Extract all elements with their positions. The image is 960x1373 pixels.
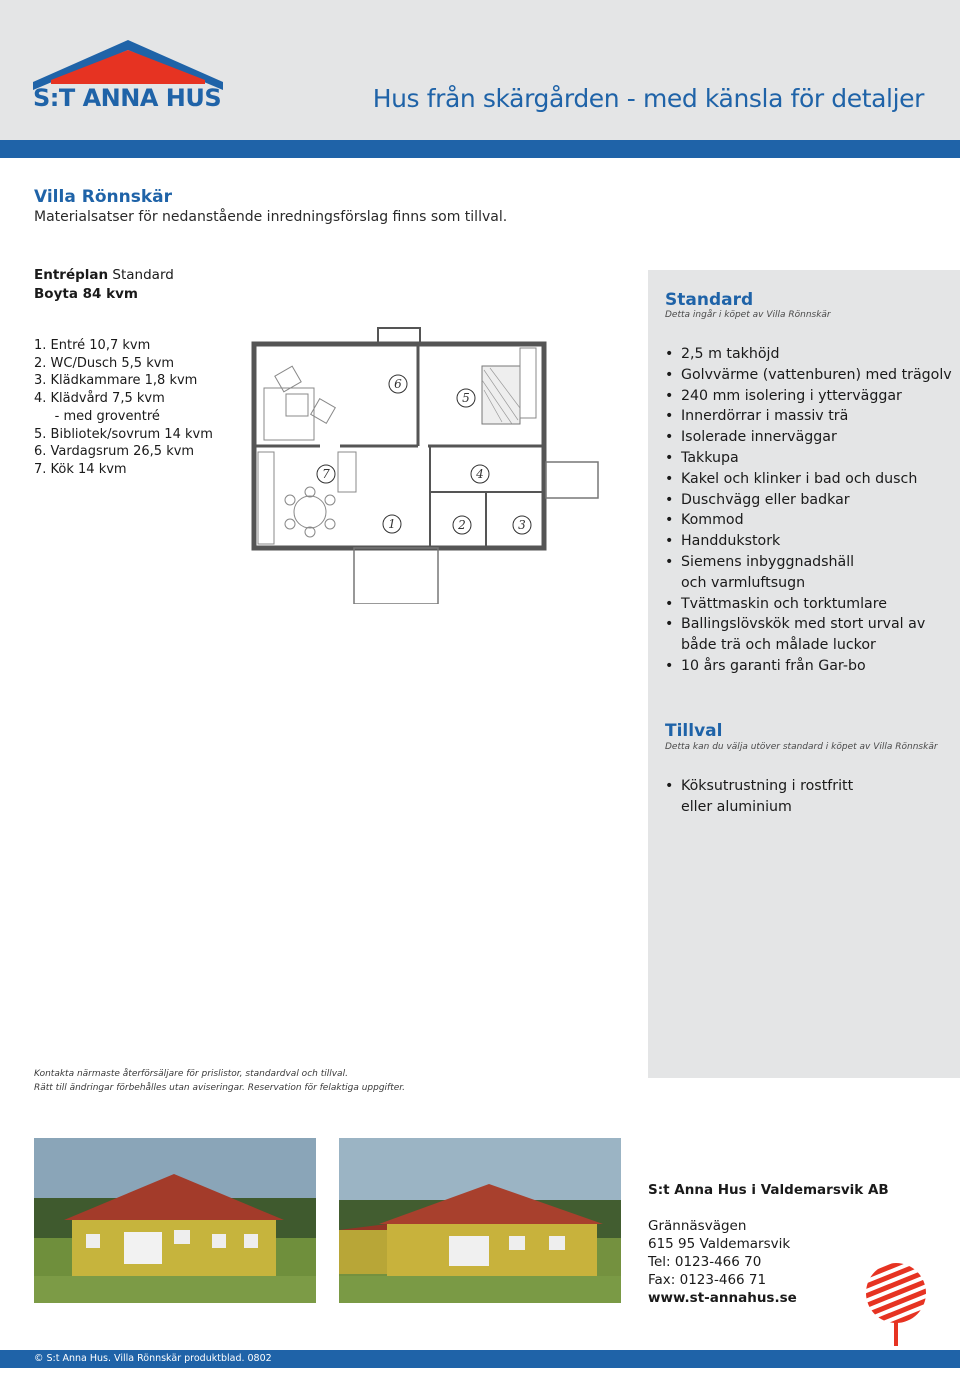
company-phone: Tel: 0123-466 70 (648, 1254, 762, 1270)
floor-plan (250, 322, 600, 604)
room-item: 6. Vardagsrum 26,5 kvm (34, 444, 195, 460)
standard-note: Detta ingår i köpet av Villa Rönnskär (665, 310, 831, 320)
standard-item: • Duschvägg eller badkar (665, 490, 955, 511)
standard-heading: Standard (665, 290, 754, 310)
standard-item: • Ballingslövskök med stort urval av (665, 614, 955, 635)
standard-list (665, 344, 955, 677)
disclaimer (34, 1067, 405, 1095)
standard-item: • Kakel och klinker i bad och dusch (665, 469, 955, 490)
company-city: 615 95 Valdemarsvik (648, 1236, 791, 1252)
standard-item: • Takkupa (665, 448, 955, 469)
plan-label-rest: Standard (108, 267, 174, 283)
standard-item: • Handdukstork (665, 531, 955, 552)
header-stripe (0, 140, 960, 158)
disclaimer-line: Kontakta närmaste återförsäljare för prislistor, standardval och tillval. (34, 1069, 348, 1079)
tillval-item: eller aluminium (681, 798, 792, 815)
striped-balloon-emblem-icon (865, 1262, 927, 1346)
plan-label-bold: Entréplan (34, 267, 109, 283)
tillval-heading: Tillval (665, 721, 723, 741)
standard-item: • Golvvärme (vattenburen) med trägolv (665, 365, 955, 386)
standard-item: både trä och målade luckor (681, 637, 876, 654)
company-name: S:t Anna Hus i Valdemarsvik AB (648, 1182, 889, 1198)
room-item: 4. Klädvård 7,5 kvm (34, 391, 165, 407)
room-item: 1. Entré 10,7 kvm (34, 338, 151, 353)
plan-label (34, 267, 174, 283)
footer-text: © S:t Anna Hus. Villa Rönnskär produktblad. 0802 (34, 1353, 272, 1364)
room-number: 5 (462, 391, 470, 405)
house-photo-front (34, 1138, 316, 1303)
company-website-link[interactable]: www.st-annahus.se (648, 1290, 797, 1306)
features-panel (648, 270, 960, 1078)
standard-item: • 240 mm isolering i ytterväggar (665, 386, 955, 407)
standard-item: och varmluftsugn (681, 574, 806, 591)
company-fax: Fax: 0123-466 71 (648, 1272, 767, 1288)
brand-logo-text: S:T ANNA HUS (33, 84, 222, 112)
plan-area: Boyta 84 kvm (34, 286, 138, 302)
room-number: 3 (518, 518, 526, 532)
standard-item: • Kommod (665, 510, 955, 531)
room-number: 2 (458, 518, 466, 532)
room-number: 7 (322, 467, 330, 481)
room-item: 2. WC/Dusch 5,5 kvm (34, 355, 175, 371)
room-item: - med groventré (34, 408, 160, 424)
room-item: 7. Kök 14 kvm (34, 461, 127, 477)
page-tagline: Hus från skärgården - med känsla för detaljer (372, 84, 924, 113)
standard-item: • Siemens inbyggnadshäll (665, 552, 955, 573)
room-list (34, 337, 213, 479)
disclaimer-line: Rätt till ändringar förbehålles utan aviseringar. Reservation för felaktiga uppgifter. (34, 1083, 406, 1093)
standard-item: • Innerdörrar i massiv trä (665, 406, 955, 427)
house-photo-side (339, 1138, 621, 1303)
company-contact (648, 1181, 889, 1307)
room-item: 5. Bibliotek/sovrum 14 kvm (34, 426, 213, 442)
entry-porch (354, 548, 438, 604)
side-porch (546, 462, 598, 498)
villa-title: Villa Rönnskär (34, 187, 172, 207)
room-item: 3. Klädkammare 1,8 kvm (34, 373, 198, 389)
standard-item: • 10 års garanti från Gar-bo (665, 656, 955, 677)
tillval-item: • Köksutrustning i rostfritt (665, 776, 955, 797)
company-street: Grännäsvägen (648, 1218, 747, 1234)
room-number: 4 (476, 467, 484, 481)
page-footer (0, 1350, 960, 1368)
room-number: 6 (394, 377, 402, 391)
room-number: 1 (388, 517, 396, 531)
tillval-list (665, 776, 955, 818)
standard-item: • 2,5 m takhöjd (665, 344, 955, 365)
tillval-note: Detta kan du välja utöver standard i köpet av Villa Rönnskär (665, 742, 938, 752)
villa-subtitle: Materialsatser för nedanstående inredningsförslag finns som tillval. (34, 209, 508, 225)
standard-item: • Isolerade innerväggar (665, 427, 955, 448)
standard-item: • Tvättmaskin och torktumlare (665, 594, 955, 615)
